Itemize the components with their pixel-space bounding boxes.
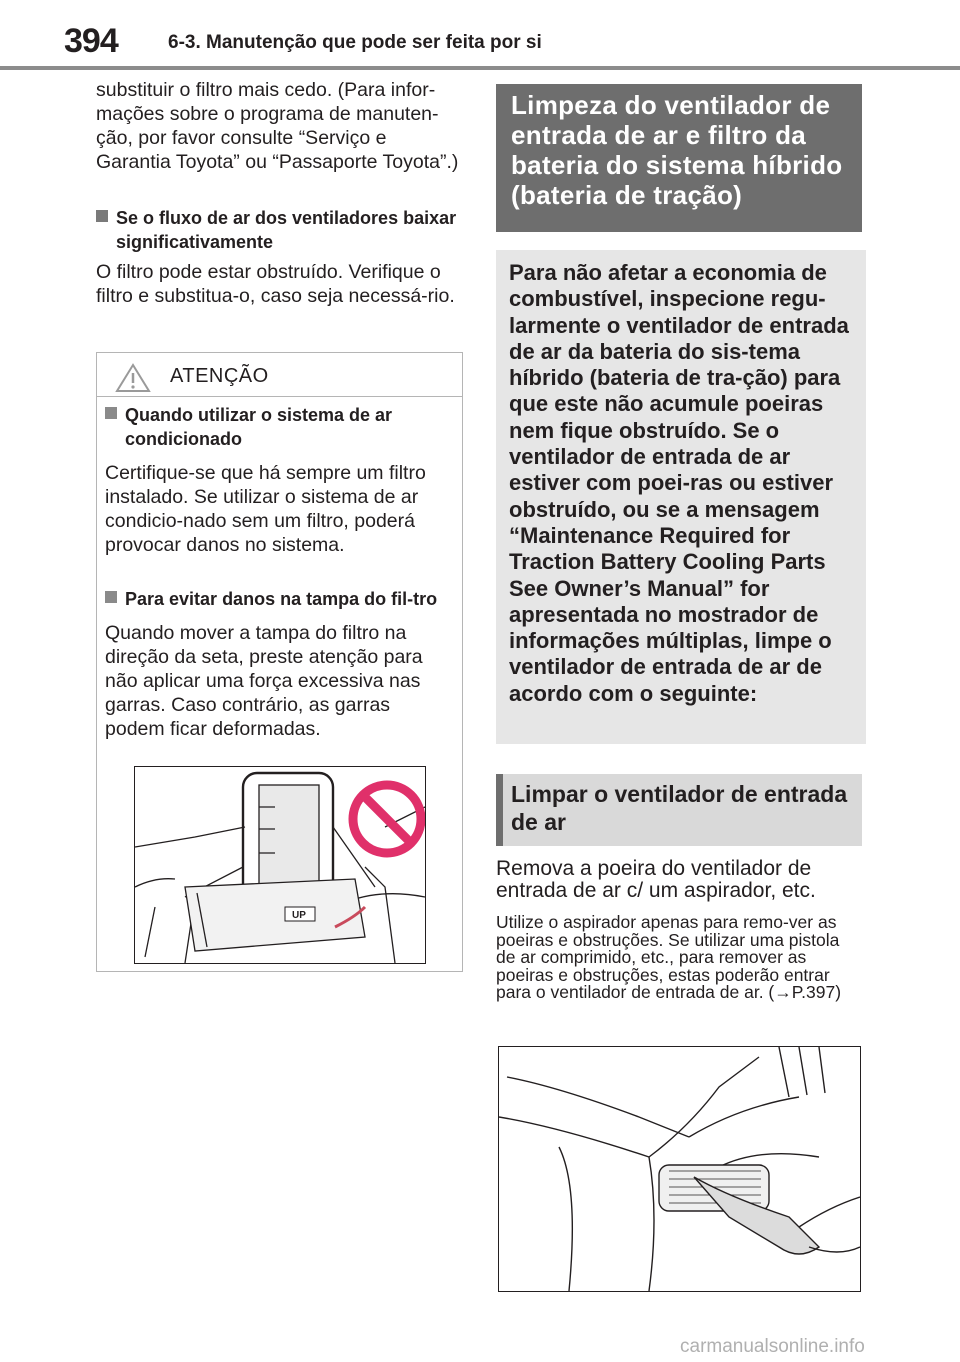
warning-item-1 xyxy=(105,403,455,557)
vacuum-illustration xyxy=(499,1047,860,1291)
note-text: Utilize o aspirador apenas para remo-ver as poeiras e obstruções. Se utilizar uma pistola de ar comprimido, etc., para remover as poeiras e obstruções, estas poderão entrar para o ventilador de entrada de ar. (→P.397) xyxy=(496,912,842,1002)
up-label: UP xyxy=(292,910,306,921)
bullet-square-icon xyxy=(105,591,117,603)
banner-title: Limpeza do ventilador de entrada de ar e filtro da bateria do sistema híbrido (bateria de tração) xyxy=(511,90,843,210)
section-heading-block xyxy=(96,206,466,254)
warning-item-2-text: Quando mover a tampa do filtro na direção da seta, preste atenção para não aplicar uma força excessiva nas garras. Caso contrário, as garras podem ficar deformadas. xyxy=(105,622,423,740)
warning-header xyxy=(97,353,462,397)
page-number: 394 xyxy=(64,22,118,60)
warning-item-1-text: Certifique-se que há sempre um filtro instalado. Se utilizar o sistema de ar condicio-nado sem um filtro, poderá provocar danos no sistema. xyxy=(105,462,426,556)
section-heading: Se o fluxo de ar dos ventiladores baixar significativamente xyxy=(96,206,466,254)
vacuum-figure xyxy=(498,1046,861,1292)
bullet-square-icon xyxy=(105,407,117,419)
intro-box-text: Para não afetar a economia de combustível, inspecione regu-larmente o ventilador de entrada de ar da bateria do sis-tema híbrido (bateria de tra-ção) para que este não acumule poeiras nem fique obstruído. Se o ventilador de entrada de ar estiver com poei-ras ou estiver obstruído, ou se a mensagem “Maintenance Required for Traction Battery Cooling Parts See Owner’s Manual” for apresentada no mostrador de informações múltiplas, limpe o ventilador de entrada de ar de acordo com o seguinte: xyxy=(509,260,849,706)
warning-item-2-heading: Para evitar danos na tampa do fil-tro xyxy=(105,587,455,611)
step-text: Remova a poeira do ventilador de entrada de ar c/ um aspirador, etc. xyxy=(496,857,816,902)
watermark: carmanualsonline.info xyxy=(680,1336,865,1357)
filter-cover-illustration xyxy=(135,767,425,963)
warning-item-1-heading: Quando utilizar o sistema de ar condicionado xyxy=(105,403,455,451)
section-banner xyxy=(496,84,862,232)
warning-title: ATENÇÃO xyxy=(170,365,269,387)
intro-box xyxy=(496,250,866,744)
chapter-title: 6-3. Manutenção que pode ser feita por si xyxy=(168,32,542,53)
sub-section-banner xyxy=(496,774,862,846)
filter-cover-figure xyxy=(134,766,426,964)
warning-triangle-icon xyxy=(115,363,151,393)
section-text: O filtro pode estar obstruído. Verifique o filtro e substitua-o, caso seja necessá-rio. xyxy=(96,261,455,307)
bullet-square-icon xyxy=(96,210,108,222)
sub-section-title: Limpar o ventilador de entrada de ar xyxy=(511,781,848,835)
intro-paragraph: substituir o filtro mais cedo. (Para infor-mações sobre o programa de manuten-ção, por favor consulte “Serviço e Garantia Toyota” ou “Passaporte Toyota”.) xyxy=(96,79,459,173)
prohibition-icon xyxy=(353,785,421,853)
warning-item-2 xyxy=(105,587,455,741)
sub-banner-bar xyxy=(496,774,503,846)
header-rule xyxy=(0,66,960,70)
